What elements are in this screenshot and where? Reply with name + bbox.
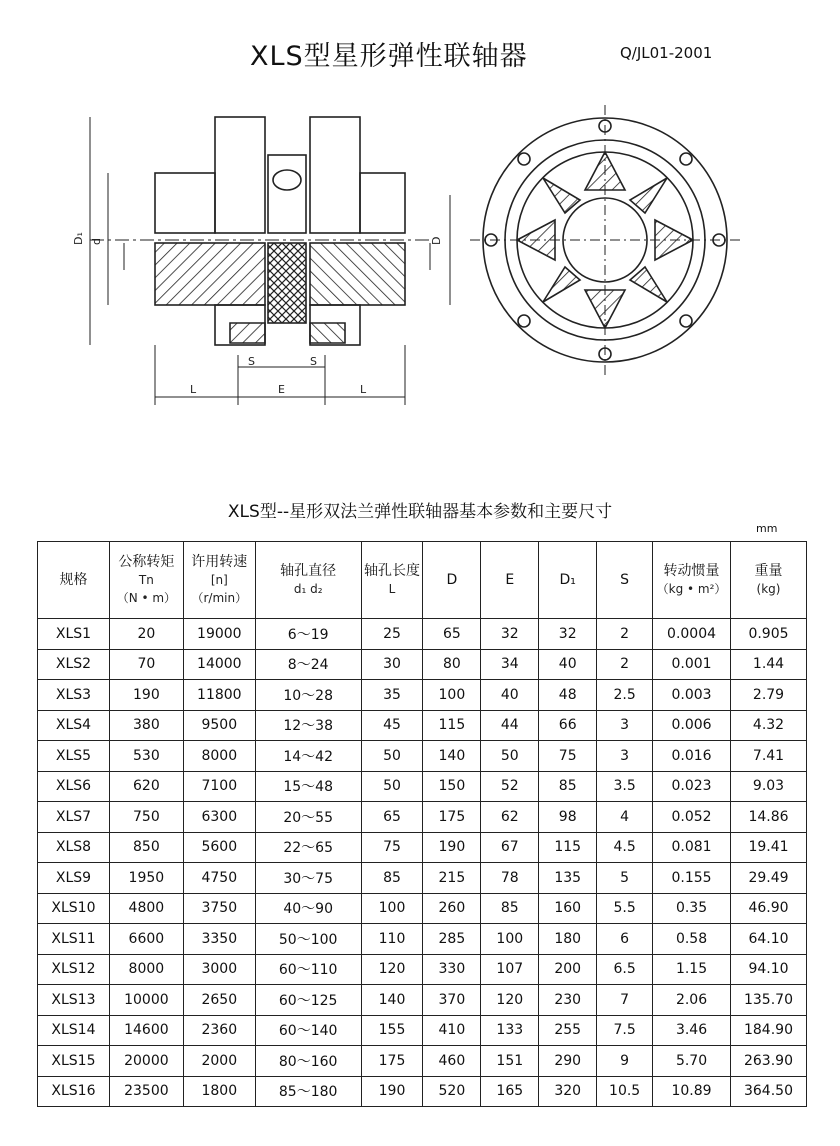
table-cell: 3000: [183, 954, 255, 985]
table-cell: 0.003: [653, 680, 731, 711]
dim-s-right-label: S: [310, 355, 317, 368]
table-cell: 6300: [183, 802, 255, 833]
table-cell: 20: [109, 619, 183, 650]
table-row: [38, 649, 807, 680]
table-cell: 2.06: [653, 985, 731, 1016]
table-cell: 64.10: [730, 924, 806, 955]
column-header: 公称转矩 Tn （N • m）: [109, 542, 183, 619]
table-cell: 32: [539, 619, 597, 650]
table-cell: 0.006: [653, 710, 731, 741]
table-cell: 14000: [183, 649, 255, 680]
dim-d-label: d: [90, 238, 103, 245]
table-cell: 34: [481, 649, 539, 680]
table-cell: 320: [539, 1076, 597, 1107]
table-cell: 180: [539, 924, 597, 955]
table-cell: 44: [481, 710, 539, 741]
table-cell: 2: [597, 649, 653, 680]
table-cell: 215: [423, 863, 481, 894]
table-cell: 190: [423, 832, 481, 863]
table-cell: 10～28: [255, 680, 361, 711]
column-header: D₁: [539, 542, 597, 619]
table-cell: 5: [597, 863, 653, 894]
table-cell: 65: [361, 802, 423, 833]
table-cell: 45: [361, 710, 423, 741]
table-cell: 115: [423, 710, 481, 741]
table-cell: 2.5: [597, 680, 653, 711]
table-cell: 50: [361, 771, 423, 802]
table-cell: XLS6: [38, 771, 110, 802]
table-cell: 520: [423, 1076, 481, 1107]
table-row: [38, 771, 807, 802]
table-cell: 10000: [109, 985, 183, 1016]
table-cell: 364.50: [730, 1076, 806, 1107]
table-cell: 6: [597, 924, 653, 955]
table-cell: 0.016: [653, 741, 731, 772]
table-cell: 60～110: [255, 954, 361, 985]
table-cell: 0.0004: [653, 619, 731, 650]
table-cell: 7100: [183, 771, 255, 802]
table-cell: 0.905: [730, 619, 806, 650]
column-header: 轴孔长度 L: [361, 542, 423, 619]
table-cell: 120: [481, 985, 539, 1016]
table-cell: 8000: [183, 741, 255, 772]
table-cell: 2: [597, 619, 653, 650]
table-title: XLS型--星形双法兰弹性联轴器基本参数和主要尺寸: [227, 502, 613, 522]
table-row: [38, 985, 807, 1016]
column-header: 转动惯量 （kg • m²）: [653, 542, 731, 619]
table-cell: 200: [539, 954, 597, 985]
table-cell: 410: [423, 1015, 481, 1046]
table-cell: 46.90: [730, 893, 806, 924]
table-cell: 85～180: [255, 1076, 361, 1107]
table-cell: 4750: [183, 863, 255, 894]
table-cell: 15～48: [255, 771, 361, 802]
table-cell: 85: [361, 863, 423, 894]
dim-e-label: E: [278, 383, 285, 396]
table-cell: 0.081: [653, 832, 731, 863]
table-cell: 5600: [183, 832, 255, 863]
table-cell: 150: [423, 771, 481, 802]
table-row: [38, 1046, 807, 1077]
table-cell: 100: [361, 893, 423, 924]
table-cell: 0.023: [653, 771, 731, 802]
table-cell: 2360: [183, 1015, 255, 1046]
side-view: [90, 117, 450, 405]
table-cell: 370: [423, 985, 481, 1016]
table-cell: 160: [539, 893, 597, 924]
table-cell: 0.052: [653, 802, 731, 833]
table-cell: 66: [539, 710, 597, 741]
table-cell: 330: [423, 954, 481, 985]
table-cell: 40: [481, 680, 539, 711]
table-cell: 80～160: [255, 1046, 361, 1077]
table-cell: 155: [361, 1015, 423, 1046]
table-cell: 110: [361, 924, 423, 955]
standard-number: Q/JL01-2001: [620, 44, 713, 62]
table-cell: 35: [361, 680, 423, 711]
table-cell: 85: [481, 893, 539, 924]
table-row: [38, 954, 807, 985]
column-header: 规格: [38, 542, 110, 619]
table-row: [38, 893, 807, 924]
table-cell: 19000: [183, 619, 255, 650]
table-cell: 5.70: [653, 1046, 731, 1077]
table-cell: 260: [423, 893, 481, 924]
table-row: [38, 1076, 807, 1107]
table-row: [38, 802, 807, 833]
table-cell: 140: [361, 985, 423, 1016]
table-cell: 184.90: [730, 1015, 806, 1046]
table-row: [38, 924, 807, 955]
table-cell: 2000: [183, 1046, 255, 1077]
table-header-row: [38, 542, 807, 619]
table-cell: 10.89: [653, 1076, 731, 1107]
table-cell: XLS16: [38, 1076, 110, 1107]
table-cell: 0.001: [653, 649, 731, 680]
column-header: 轴孔直径 d₁ d₂: [255, 542, 361, 619]
table-cell: 20～55: [255, 802, 361, 833]
table-cell: 85: [539, 771, 597, 802]
table-cell: 1.15: [653, 954, 731, 985]
table-cell: 25: [361, 619, 423, 650]
spec-table: [37, 541, 807, 1107]
table-cell: XLS7: [38, 802, 110, 833]
table-row: [38, 680, 807, 711]
table-cell: 32: [481, 619, 539, 650]
table-cell: 23500: [109, 1076, 183, 1107]
dim-D-label: D: [430, 236, 443, 245]
table-cell: 62: [481, 802, 539, 833]
table-cell: XLS15: [38, 1046, 110, 1077]
table-cell: 9: [597, 1046, 653, 1077]
table-cell: 4: [597, 802, 653, 833]
table-cell: 460: [423, 1046, 481, 1077]
table-cell: 6～19: [255, 619, 361, 650]
table-cell: 115: [539, 832, 597, 863]
table-cell: 75: [539, 741, 597, 772]
table-row: [38, 619, 807, 650]
table-cell: 0.35: [653, 893, 731, 924]
column-header: S: [597, 542, 653, 619]
table-cell: 60～140: [255, 1015, 361, 1046]
table-cell: 7: [597, 985, 653, 1016]
table-cell: XLS8: [38, 832, 110, 863]
coupling-drawing: [70, 95, 790, 415]
table-cell: XLS11: [38, 924, 110, 955]
table-cell: 50: [481, 741, 539, 772]
column-header: 重量 (kg): [730, 542, 806, 619]
table-cell: 151: [481, 1046, 539, 1077]
table-cell: XLS5: [38, 741, 110, 772]
table-row: [38, 863, 807, 894]
table-cell: 94.10: [730, 954, 806, 985]
table-cell: 0.155: [653, 863, 731, 894]
table-cell: 50～100: [255, 924, 361, 955]
table-cell: 20000: [109, 1046, 183, 1077]
page-title: XLS型星形弹性联轴器: [250, 41, 528, 72]
table-cell: 135.70: [730, 985, 806, 1016]
table-cell: 1800: [183, 1076, 255, 1107]
table-cell: 22～65: [255, 832, 361, 863]
table-cell: 1950: [109, 863, 183, 894]
column-header: E: [481, 542, 539, 619]
table-cell: 850: [109, 832, 183, 863]
table-cell: 98: [539, 802, 597, 833]
table-cell: 175: [361, 1046, 423, 1077]
dim-l-right-label: L: [360, 383, 367, 396]
table-cell: 14600: [109, 1015, 183, 1046]
table-cell: 4.5: [597, 832, 653, 863]
table-cell: 7.41: [730, 741, 806, 772]
table-cell: 2650: [183, 985, 255, 1016]
table-cell: XLS3: [38, 680, 110, 711]
table-cell: 290: [539, 1046, 597, 1077]
table-cell: 175: [423, 802, 481, 833]
table-cell: XLS14: [38, 1015, 110, 1046]
table-cell: 750: [109, 802, 183, 833]
table-cell: 165: [481, 1076, 539, 1107]
table-cell: 3.5: [597, 771, 653, 802]
front-view: [470, 105, 740, 375]
table-cell: 100: [423, 680, 481, 711]
table-cell: 19.41: [730, 832, 806, 863]
table-cell: 3750: [183, 893, 255, 924]
table-cell: 107: [481, 954, 539, 985]
table-cell: 0.58: [653, 924, 731, 955]
table-cell: 29.49: [730, 863, 806, 894]
table-cell: XLS10: [38, 893, 110, 924]
table-body: [38, 619, 807, 1107]
table-cell: 135: [539, 863, 597, 894]
unit-label: mm: [756, 522, 778, 535]
table-cell: 6600: [109, 924, 183, 955]
table-cell: 6.5: [597, 954, 653, 985]
table-cell: 120: [361, 954, 423, 985]
table-row: [38, 741, 807, 772]
table-cell: 4800: [109, 893, 183, 924]
table-cell: 2.79: [730, 680, 806, 711]
table-cell: 12～38: [255, 710, 361, 741]
table-cell: 80: [423, 649, 481, 680]
table-cell: 133: [481, 1015, 539, 1046]
table-cell: 9500: [183, 710, 255, 741]
table-cell: 75: [361, 832, 423, 863]
table-cell: 380: [109, 710, 183, 741]
table-cell: 100: [481, 924, 539, 955]
table-row: [38, 832, 807, 863]
table-cell: 8～24: [255, 649, 361, 680]
table-cell: 140: [423, 741, 481, 772]
column-header: 许用转速 [n] （r/min）: [183, 542, 255, 619]
table-cell: 67: [481, 832, 539, 863]
table-cell: 3: [597, 741, 653, 772]
dim-d1-label: D₁: [72, 232, 85, 245]
table-cell: 78: [481, 863, 539, 894]
table-cell: XLS2: [38, 649, 110, 680]
table-row: [38, 1015, 807, 1046]
table-cell: XLS12: [38, 954, 110, 985]
table-cell: 285: [423, 924, 481, 955]
table-row: [38, 710, 807, 741]
table-cell: XLS1: [38, 619, 110, 650]
table-cell: 3: [597, 710, 653, 741]
table-cell: 530: [109, 741, 183, 772]
table-cell: 14.86: [730, 802, 806, 833]
table-cell: 40: [539, 649, 597, 680]
table-cell: 50: [361, 741, 423, 772]
table-cell: 190: [361, 1076, 423, 1107]
table-cell: 263.90: [730, 1046, 806, 1077]
table-cell: 40～90: [255, 893, 361, 924]
dim-l-left-label: L: [190, 383, 197, 396]
table-cell: 7.5: [597, 1015, 653, 1046]
table-cell: 1.44: [730, 649, 806, 680]
table-cell: 70: [109, 649, 183, 680]
table-cell: 48: [539, 680, 597, 711]
table-cell: XLS9: [38, 863, 110, 894]
table-cell: 65: [423, 619, 481, 650]
table-cell: 9.03: [730, 771, 806, 802]
column-header: D: [423, 542, 481, 619]
table-cell: 230: [539, 985, 597, 1016]
dim-s-left-label: S: [248, 355, 255, 368]
table-cell: XLS4: [38, 710, 110, 741]
table-cell: 52: [481, 771, 539, 802]
table-cell: 3350: [183, 924, 255, 955]
table-cell: 3.46: [653, 1015, 731, 1046]
table-cell: 14～42: [255, 741, 361, 772]
table-cell: 60～125: [255, 985, 361, 1016]
table-cell: 11800: [183, 680, 255, 711]
table-cell: 10.5: [597, 1076, 653, 1107]
table-cell: 30～75: [255, 863, 361, 894]
table-cell: 620: [109, 771, 183, 802]
table-cell: 8000: [109, 954, 183, 985]
table-cell: 255: [539, 1015, 597, 1046]
table-cell: 4.32: [730, 710, 806, 741]
table-cell: XLS13: [38, 985, 110, 1016]
table-cell: 190: [109, 680, 183, 711]
table-cell: 30: [361, 649, 423, 680]
table-cell: 5.5: [597, 893, 653, 924]
